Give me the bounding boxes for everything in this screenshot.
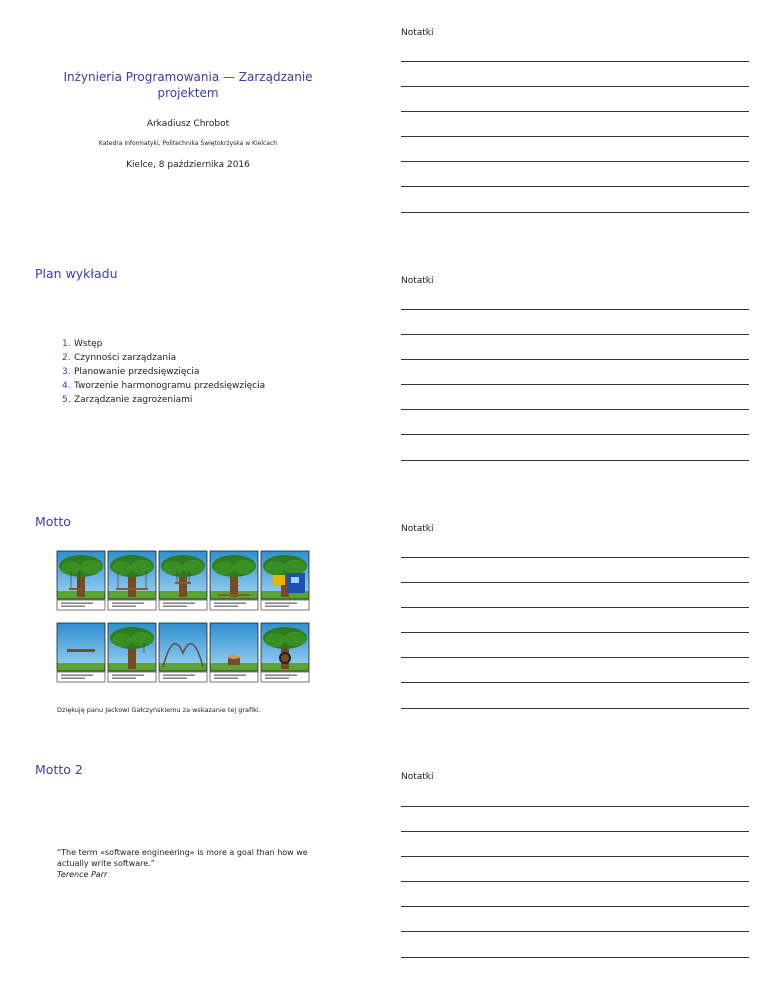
page1-title (40, 69, 336, 101)
list-item: 3. Planowanie przedsięwzięcia (62, 367, 200, 377)
comic-panel (57, 551, 105, 610)
motto-title: Motto (35, 514, 71, 529)
comic-panel (108, 551, 156, 610)
notes-title-4: Notatki (401, 772, 434, 782)
comic-panel (57, 623, 105, 682)
quote-line2: actually write software.” (57, 859, 155, 868)
comic-panel (210, 551, 258, 610)
tree-swing-comic (55, 549, 311, 692)
date: Kielce, 8 października 2016 (126, 160, 250, 170)
list-item: 1. Wstęp (62, 339, 103, 349)
notes-title-3: Notatki (401, 524, 434, 534)
motto2-title: Motto 2 (35, 762, 83, 777)
comic-panel (108, 623, 156, 682)
quote-line1: “The term «software engineering» is more a goal than how we (57, 848, 308, 857)
plan-list (62, 337, 265, 407)
comic-panel (261, 623, 309, 682)
quote-author: Terence Parr (57, 870, 108, 879)
list-item: 2. Czynności zarządzania (62, 353, 177, 363)
title-line2: projektem (157, 86, 219, 100)
author: Arkadiusz Chrobot (146, 119, 230, 129)
comic-panel (261, 551, 309, 610)
notes-title-1: Notatki (401, 28, 434, 38)
comic-panel (159, 551, 207, 610)
affiliation: Katedra Informatyki, Politechnika Świętokrzyska w Kielcach (98, 140, 278, 147)
plan-title: Plan wykładu (35, 266, 118, 281)
title-line1: Inżynieria Programowania — Zarządzanie (63, 70, 313, 84)
notes-title-2: Notatki (401, 276, 434, 286)
list-item: 5. Zarządzanie zagrożeniami (62, 395, 193, 405)
list-item: 4. Tworzenie harmonogramu przedsięwzięcia (62, 381, 266, 391)
comic-credit: Dziękuję panu Jackowi Gałczyńskiemu za wskazanie tej grafiki. (57, 706, 261, 714)
comic-panel (210, 623, 258, 682)
quote-block (57, 847, 347, 880)
comic-panel (159, 623, 207, 682)
